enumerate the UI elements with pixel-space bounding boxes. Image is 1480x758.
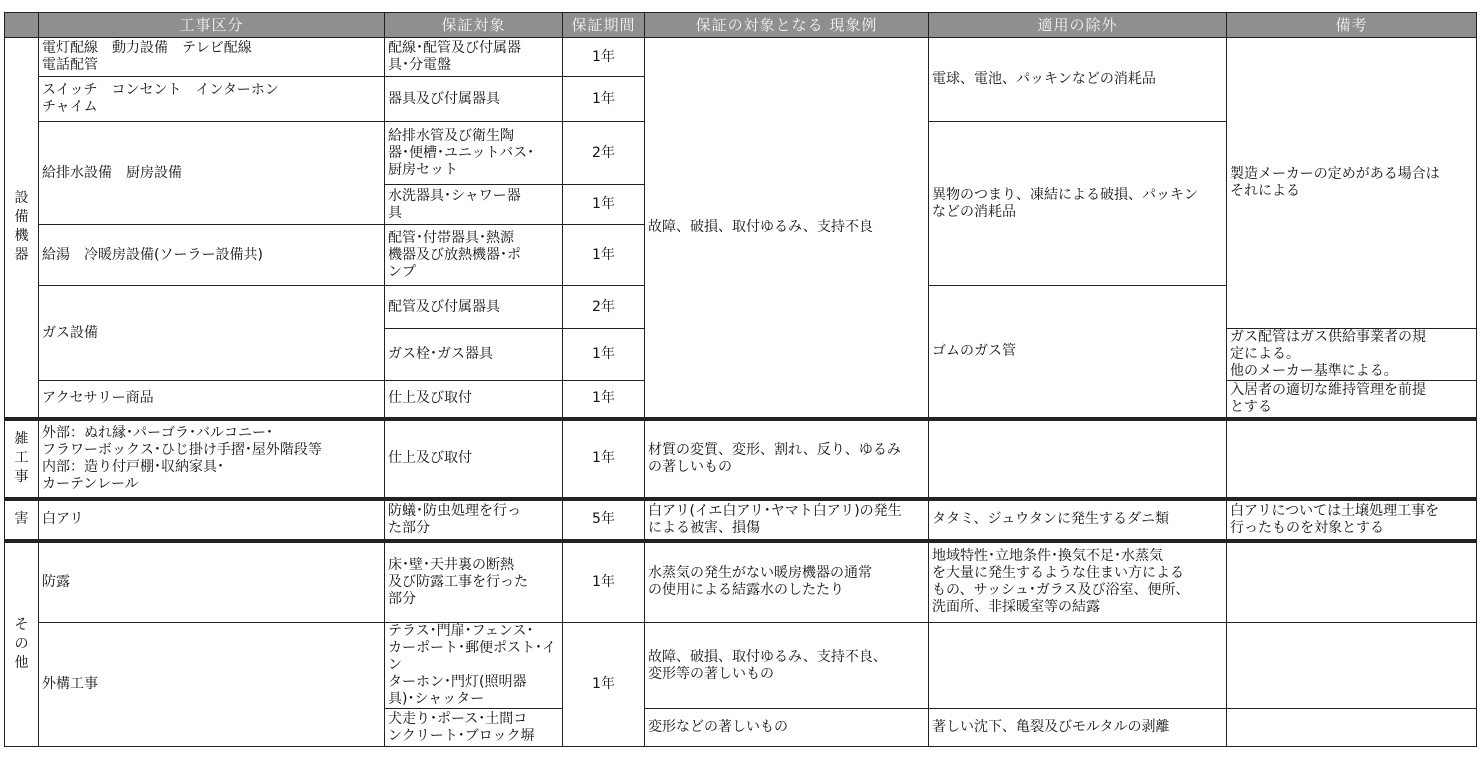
period-cell: 1年 [563,381,645,419]
period-cell: 1年 [563,419,645,499]
table-row [5,541,1477,623]
period-cell: 2年 [563,286,645,329]
category-misc: 雑 工 事 [5,419,39,499]
remarks-cell: 白アリについては土壌処理工事を 行ったものを対象とする [1227,499,1477,541]
phenomena-cell: 故障、破損、取付ゆるみ、支持不良 [645,38,929,419]
target-cell: 配線･配管及び付属器 具･分電盤 [385,38,563,77]
target-cell: 仕上及び取付 [385,419,563,499]
header-exclusions: 適用の除外 [929,13,1227,38]
target-cell: 床･壁･天井裏の断熱 及び防露工事を行った 部分 [385,541,563,623]
work-type-cell: 外構工事 [39,623,385,747]
work-type-cell: 給排水設備 厨房設備 [39,122,385,225]
phenomena-cell: 白アリ(イエ白アリ･ヤマト白アリ)の発生 による被害、損傷 [645,499,929,541]
table-row [5,38,1477,77]
table-row [5,499,1477,541]
target-cell: 配管･付帯器具･熱源 機器及び放熱機器･ポ ンプ [385,225,563,286]
header-row [5,13,1477,38]
exclusion-cell: タタミ、ジュウタンに発生するダニ類 [929,499,1227,541]
target-cell: 配管及び付属器具 [385,286,563,329]
period-cell: 1年 [563,623,645,747]
header-category [5,13,39,38]
remarks-cell [1227,623,1477,709]
exclusion-cell [929,623,1227,709]
period-cell: 1年 [563,38,645,77]
table-row [5,623,1477,709]
phenomena-cell: 材質の変質、変形、割れ、反り、ゆるみ の著しいもの [645,419,929,499]
remarks-cell [1227,419,1477,499]
phenomena-cell: 水蒸気の発生がない暖房機器の通常 の使用による結露水のしたたり [645,541,929,623]
target-cell: 給排水管及び衛生陶 器･便槽･ユニットバス･ 厨房セット [385,122,563,185]
work-type-cell: アクセサリー商品 [39,381,385,419]
exclusion-cell: ゴムのガス管 [929,286,1227,419]
warranty-table [4,12,1477,747]
target-cell: 水洗器具･シャワー器 具 [385,185,563,225]
target-cell: ガス栓･ガス器具 [385,329,563,381]
target-cell: 仕上及び取付 [385,381,563,419]
table-row [5,419,1477,499]
category-termite: 害 [5,499,39,541]
period-cell: 1年 [563,329,645,381]
header-remarks: 備考 [1227,13,1477,38]
header-target: 保証対象 [385,13,563,38]
category-other: そ の 他 [5,541,39,747]
header-work-type: 工事区分 [39,13,385,38]
header-period: 保証期間 [563,13,645,38]
period-cell: 1年 [563,541,645,623]
remarks-cell [1227,709,1477,747]
work-type-cell: 白アリ [39,499,385,541]
exclusion-cell: 電球、電池、パッキンなどの消耗品 [929,38,1227,122]
phenomena-cell: 故障、破損、取付ゆるみ、支持不良、 変形等の著しいもの [645,623,929,709]
exclusion-cell [929,419,1227,499]
exclusion-cell: 地域特性･立地条件･換気不足･水蒸気 を大量に発生するような住まい方による もの、サッシュ･ガラス及び浴室、便所、 洗面所、非採暖室等の結露 [929,541,1227,623]
work-type-cell: 外部：ぬれ縁･パーゴラ･バルコニー･ フラワーボックス･ひじ掛け手摺･屋外階段等 内部：造り付戸棚･収納家具･ カーテンレール [39,419,385,499]
exclusion-cell: 異物のつまり、凍結による破損、パッキン などの消耗品 [929,122,1227,286]
target-cell: 器具及び付属器具 [385,77,563,122]
period-cell: 1年 [563,77,645,122]
header-phenomena: 保証の対象となる 現象例 [645,13,929,38]
target-cell: 犬走り･ポース･土間コ ンクリート･ブロック塀 [385,709,563,747]
period-cell: 1年 [563,225,645,286]
remarks-cell: ガス配管はガス供給事業者の規 定による。 他のメーカー基準による。 [1227,329,1477,381]
warranty-table-container [4,12,1477,747]
period-cell: 1年 [563,185,645,225]
work-type-cell: 電灯配線 動力設備 テレビ配線 電話配管 [39,38,385,77]
period-cell: 5年 [563,499,645,541]
work-type-cell: 防露 [39,541,385,623]
category-equipment: 設 備 機 器 [5,38,39,419]
remarks-cell: 入居者の適切な維持管理を前提 とする [1227,381,1477,419]
target-cell: 防蟻･防虫処理を行っ た部分 [385,499,563,541]
remarks-cell: 製造メーカーの定めがある場合は それによる [1227,38,1477,329]
work-type-cell: ガス設備 [39,286,385,381]
period-cell: 2年 [563,122,645,185]
work-type-cell: 給湯 冷暖房設備(ソーラー設備共) [39,225,385,286]
phenomena-cell: 変形などの著しいもの [645,709,929,747]
work-type-cell: スイッチ コンセント インターホン チャイム [39,77,385,122]
exclusion-cell: 著しい沈下、亀裂及びモルタルの剥離 [929,709,1227,747]
remarks-cell [1227,541,1477,623]
target-cell: テラス･門扉･フェンス･ カーポート･郵便ポスト･イン ターホン･門灯(照明器 具)･シャッター [385,623,563,709]
